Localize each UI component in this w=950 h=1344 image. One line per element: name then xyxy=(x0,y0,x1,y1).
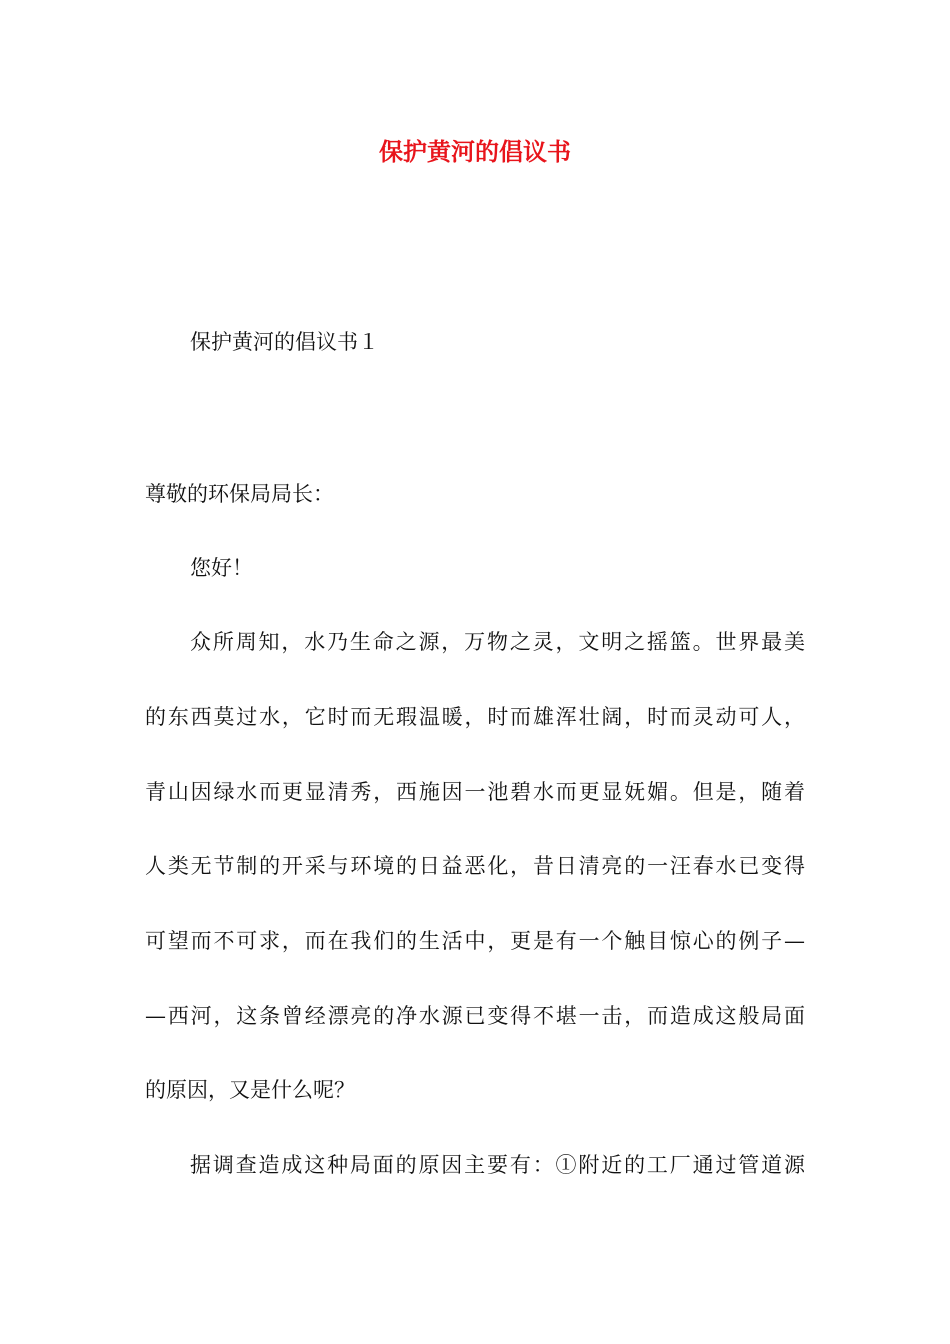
paragraph-2-line-1: 据调查造成这种局面的原因主要有：①附近的工厂通过管道源 xyxy=(190,1153,805,1177)
paragraph-1-line-6: —西河，这条曾经漂亮的净水源已变得不堪一击，而造成这般局面 xyxy=(145,1004,805,1028)
greeting: 您好！ xyxy=(190,556,253,580)
paragraph-1-line-1: 众所周知，水乃生命之源，万物之灵，文明之摇篮。世界最美 xyxy=(190,630,805,654)
paragraph-1-line-3: 青山因绿水而更显清秀，西施因一池碧水而更显妩媚。但是，随着 xyxy=(145,780,805,804)
salutation: 尊敬的环保局局长： xyxy=(145,482,334,506)
paragraph-1-line-2: 的东西莫过水，它时而无瑕温暖，时而雄浑壮阔，时而灵动可人， xyxy=(145,705,805,729)
document-title: 保护黄河的倡议书 xyxy=(379,137,571,166)
paragraph-1-line-4: 人类无节制的开采与环境的日益恶化，昔日清亮的一汪春水已变得 xyxy=(145,854,805,878)
paragraph-1-line-7: 的原因，又是什么呢？ xyxy=(145,1078,355,1102)
document-subtitle: 保护黄河的倡议书１ xyxy=(190,330,379,354)
paragraph-1-line-5: 可望而不可求，而在我们的生活中，更是有一个触目惊心的例子— xyxy=(145,929,805,953)
